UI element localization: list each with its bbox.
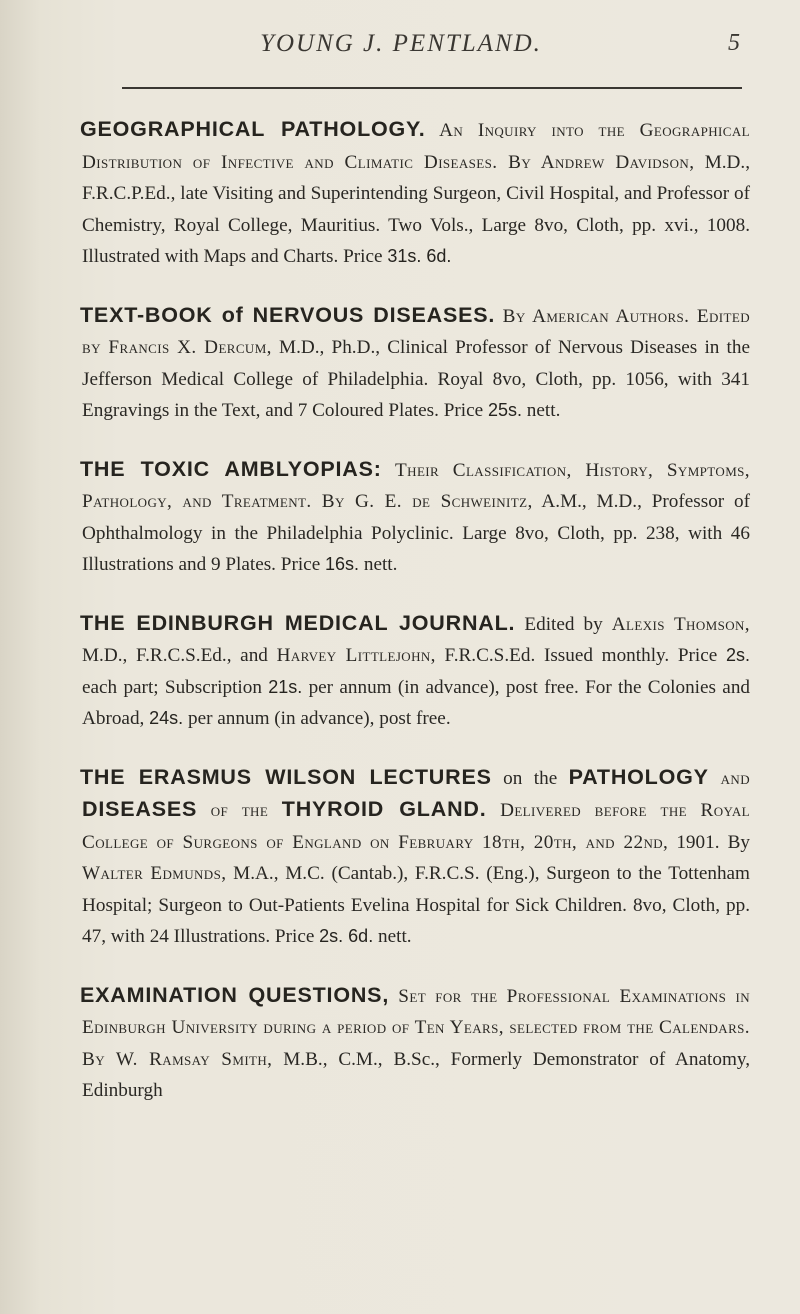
small-caps-text: of the [197,800,282,821]
entry-title: THE TOXIC AMBLYOPIAS: [80,456,382,481]
entry-body-text: M.D., F.R.C.S.Ed., and [82,645,277,666]
page-header [60,30,742,88]
entry-body-text: M.D., Ph.D., Clinical Professor of Nervous Diseases in the Jefferson Medical College of Philadelphia. Royal 8vo, Cloth, pp. 1056, with 341 Engravings in the Text, and 7 Coloured Plates. Price [82,337,750,421]
catalogue-entry [82,454,750,581]
entry-title: THE EDINBURGH MEDICAL JOURNAL. [80,610,516,635]
entry-title: TEXT-BOOK of NERVOUS DISEASES. [80,302,496,327]
entry-body-text: nett. [373,926,412,947]
price-text: 21s. [268,676,303,697]
small-caps-text: Walter Edmunds, [82,863,227,884]
catalogue-entries [82,114,750,1134]
price-text: 2s. 6d. [319,926,374,946]
header-rule [122,87,742,89]
entry-body-text: on the [491,767,569,789]
entry-body-text: M.B., C.M., B.Sc., Formerly Demonstrator of Anatomy, Edinburgh [82,1048,751,1101]
catalogue-entry [82,980,750,1107]
small-caps-text: Their Classification, History, Symptoms, Pathology, and Treatment. By G. E. de Schweinitz, [82,459,750,512]
small-caps-text: Harvey Littlejohn, [276,645,436,666]
entry-body-text: nett. [522,400,561,421]
entry-body-text: M.D., F.R.C.P.Ed., late Visiting and Superintending Surgeon, Civil Hospital, and Professor of Chemistry, Royal College, Mauritius. Two Vols., Large 8vo, Cloth, pp. xvi., 1008. Illustrated with Maps and Charts. Price [82,151,751,267]
page-number: 5 [728,30,740,56]
entry-title: THE ERASMUS WILSON LECTURES [80,764,492,789]
entry-body-text: per annum (in advance), post free. For the Colonies and Abroad, [82,676,751,729]
price-text: 2s. [725,645,750,665]
entry-body-text: M.A., M.C. (Cantab.), F.R.C.S. (Eng.), Surgeon to the Tottenham Hospital; Surgeon to Out-Patients Evelina Hospital for Sick Children. 8vo, Cloth, pp. 47, with 24 Illustrations. Price [82,863,750,947]
price-text: 16s. [325,554,360,574]
entry-title-part: PATHOLOGY [568,764,709,789]
small-caps-text: An Inquiry into the Geographical Distribution of Infective and Climatic Diseases. By Andrew Davidson, [82,120,750,173]
small-caps-text: Alexis Thomson, [611,613,750,635]
entry-body-text: F.R.C.S.Ed. Issued monthly. Price [435,645,726,666]
catalogue-entry [82,300,750,427]
entry-body-text: Edited by [515,613,612,635]
catalogue-entry [82,114,750,273]
catalogue-entry [82,762,750,953]
entry-body-text: each part; Subscription [82,676,269,698]
price-text: 24s. [149,708,184,728]
entry-body-text: 1901. By [668,831,750,853]
small-caps-text: By American Authors. Edited by Francis X. Dercum, [82,305,750,358]
entry-title-part: DISEASES [82,797,198,821]
running-head: YOUNG J. PENTLAND. [260,30,542,57]
catalogue-entry [82,608,750,735]
entry-title: EXAMINATION QUESTIONS, [80,982,390,1007]
small-caps-text: Set for the Professional Examinations in Edinburgh University during a period of Ten Years, selected from the Calendars. By W. Ramsay Smith, [82,985,750,1070]
entry-title-part: THYROID GLAND. [281,797,487,821]
entry-body-text: per annum (in advance), post free. [183,708,451,729]
small-caps-text: Delivered before the Royal College of Surgeons of England on February 18th, 20th, and 22nd, [82,800,750,853]
entry-body-text: A.M., M.D., Professor of Ophthalmology in the Philadelphia Polyclinic. Large 8vo, Cloth, pp. 238, with 46 Illustrations and 9 Plates. Price [82,491,750,575]
small-caps-text: and [708,767,750,789]
entry-body-text: nett. [359,554,398,575]
entry-title: GEOGRAPHICAL PATHOLOGY. [80,117,426,141]
price-text: 25s. [487,400,522,420]
price-text: 31s. 6d. [387,246,452,266]
